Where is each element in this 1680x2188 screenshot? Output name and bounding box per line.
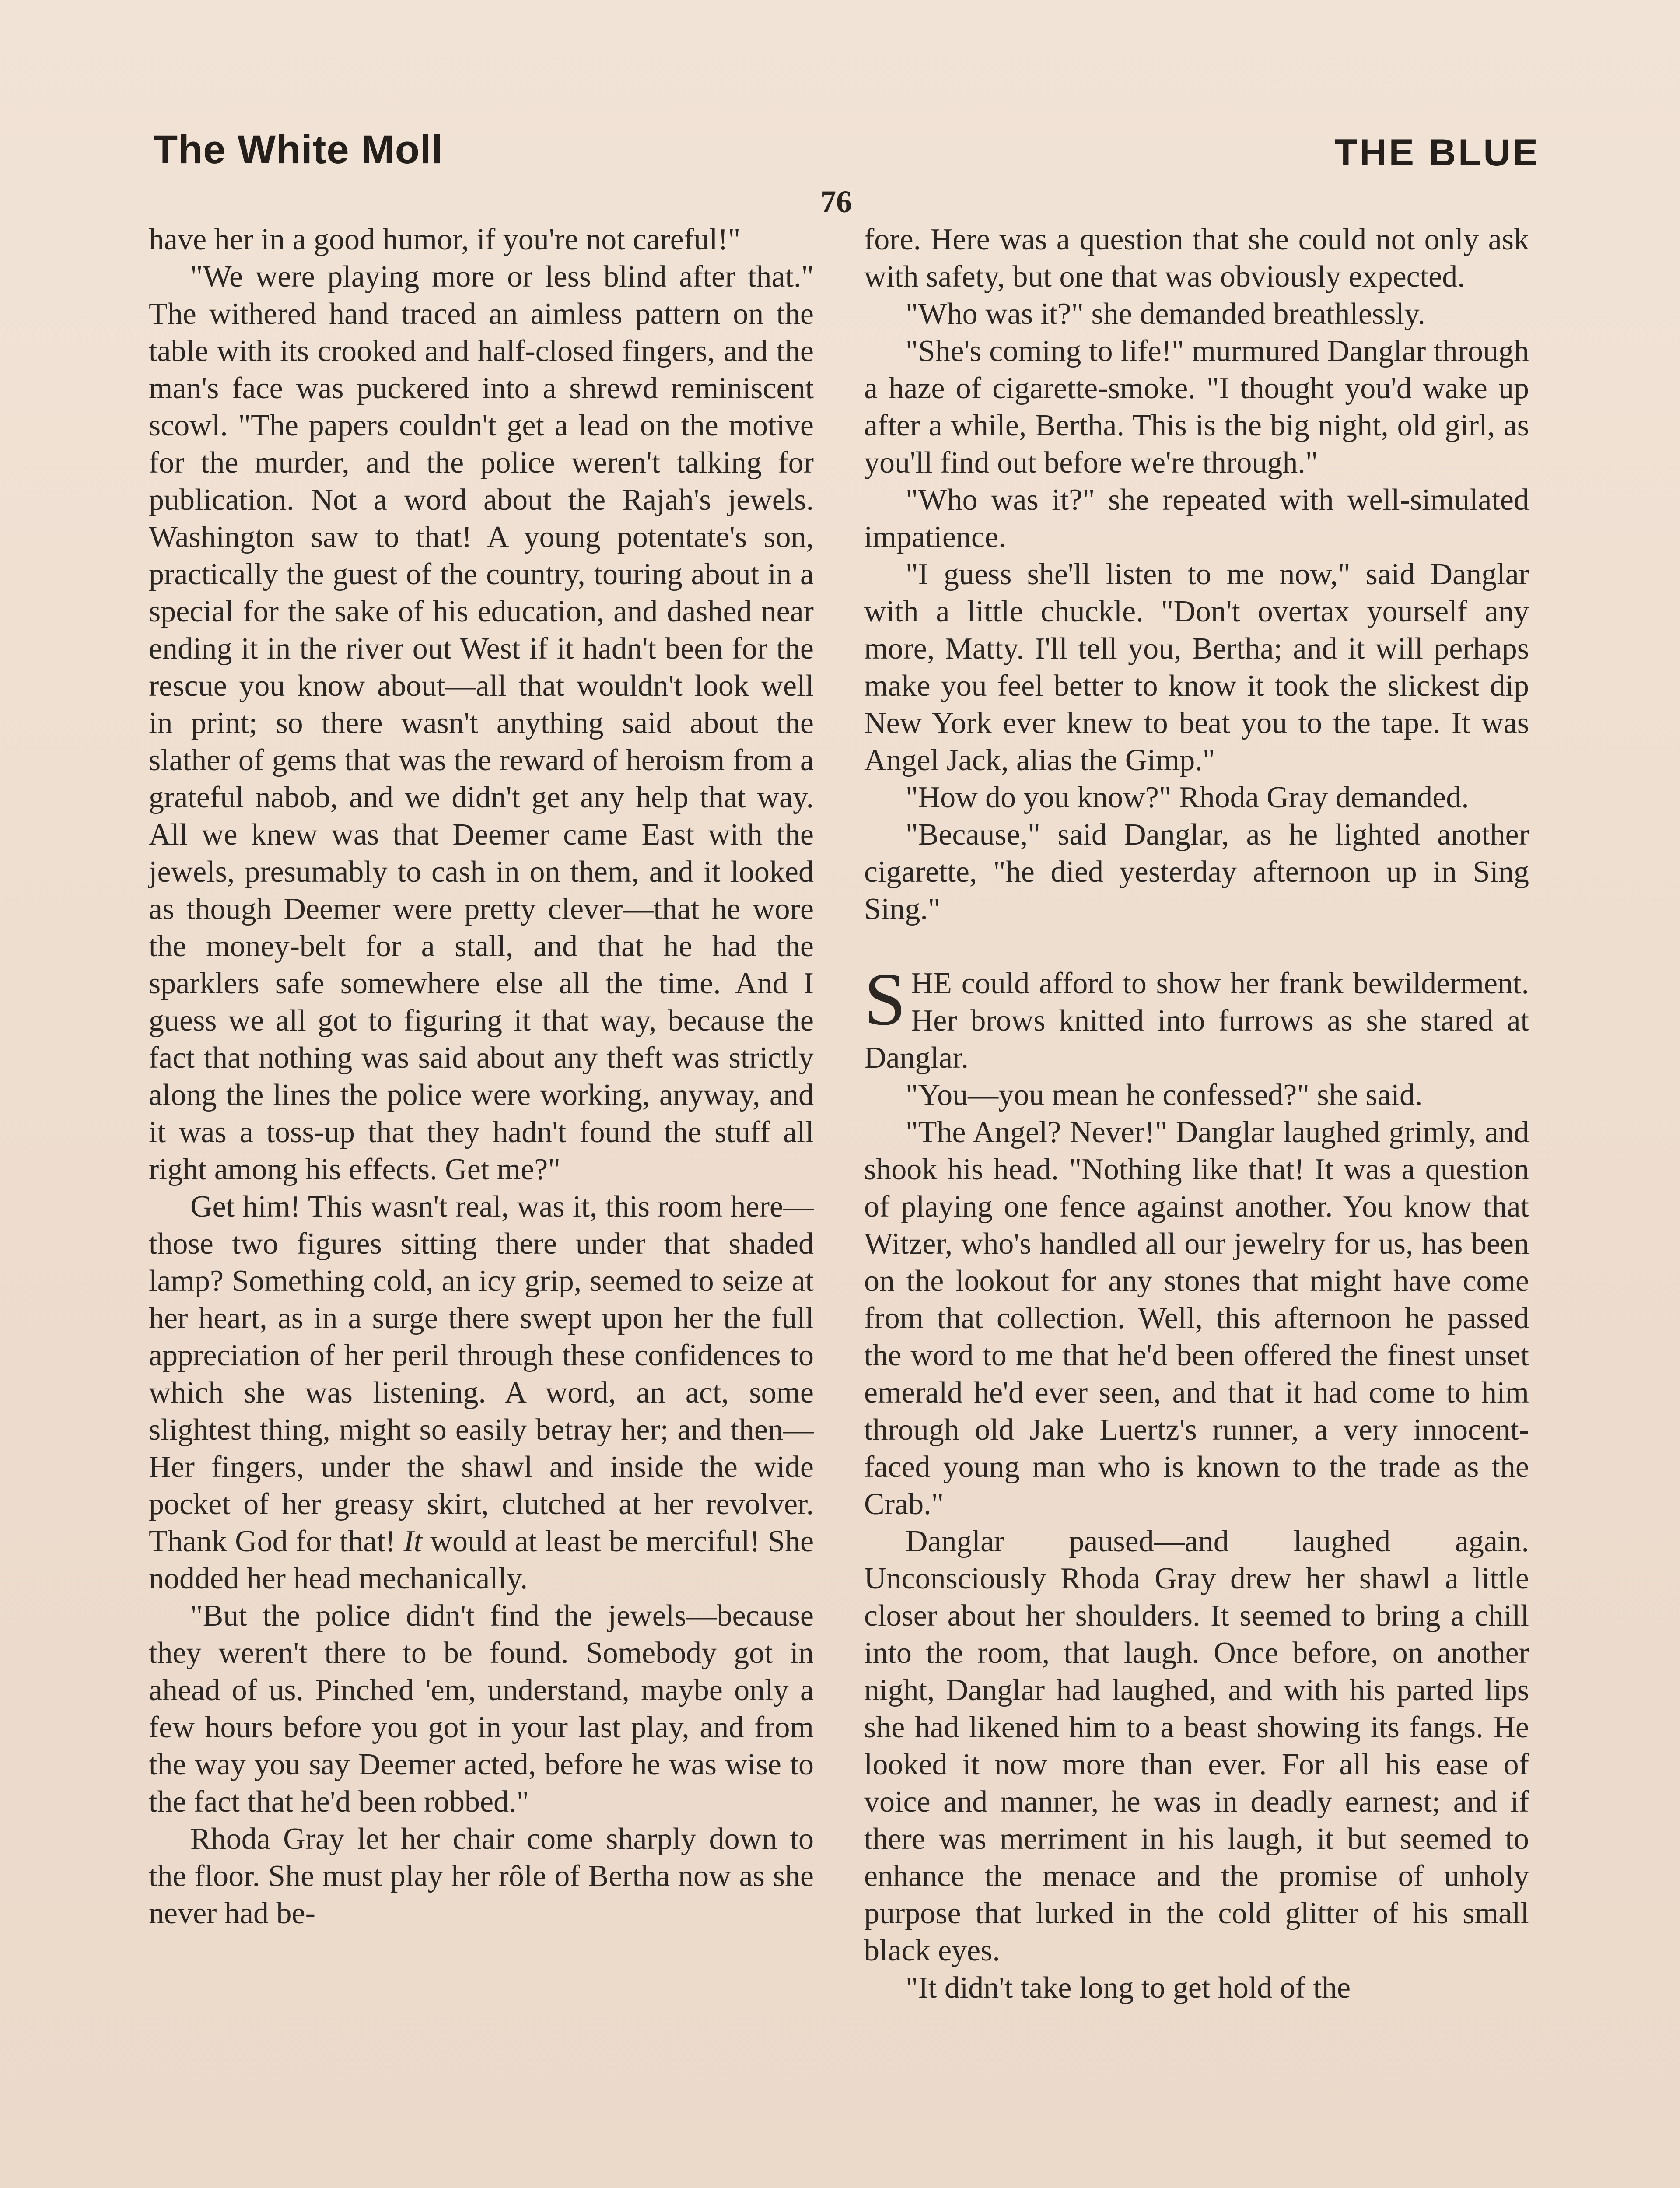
paragraph: "But the police didn't find the jewels—because they weren't there to be found. Somebody got in ahead of us. Pinched 'em, understand, maybe only a few hours before you got in your last play, and from the way you say Deemer acted, before he was wise to the fact that he'd been robbed." <box>149 1599 814 1819</box>
paragraph: Rhoda Gray let her chair come sharply down to the floor. She must play her rôle of Bertha now as she never had be- <box>149 1822 814 1930</box>
paragraph <box>149 1188 814 1597</box>
page-number: 76 <box>820 184 852 219</box>
section-break <box>864 928 1529 965</box>
paragraph: fore. Here was a question that she could not only ask with safety, but one that was obviously expected. <box>864 223 1529 294</box>
paragraph: "We were playing more or less blind after that." The withered hand traced an aimless pattern on the table with its crooked and half-closed fingers, and the man's face was puckered into a shrewd reminiscent scowl. "The papers couldn't get a lead on the motive for the murder, and the police weren't talking for publication. Not a word about the Rajah's jewels. Washington saw to that! A young potentate's son, practically the guest of the country, touring about in a special for the sake of his education, and dashed near ending it in the river out West if it hadn't been for the rescue you know about—all that wouldn't look well in print; so there wasn't anything said about the slather of gems that was the reward of heroism from a grateful nabob, and we didn't get any help that way. All we knew was that Deemer came East with the jewels, presumably to cash in on them, and it looked as though Deemer were pretty clever—that he wore the money-belt for a stall, and that he had the sparklers safe somewhere else all the time. And I guess we all got to figuring it that way, because the fact that nothing was said about any theft was strictly along the lines the police were working, anyway, and it was a toss-up that they hadn't found the stuff all right among his effects. Get me?" <box>149 260 814 1186</box>
paragraph: "She's coming to life!" murmured Danglar through a haze of cigarette-smoke. "I thought you'd wake up after a while, Bertha. This is the big night, old girl, as you'll find out before we're through." <box>864 334 1529 480</box>
left-column <box>149 221 814 1932</box>
paragraph: "Who was it?" she repeated with well-simulated impatience. <box>864 483 1529 554</box>
paragraph: "It didn't take long to get hold of the <box>906 1971 1351 2005</box>
paragraph: "The Angel? Never!" Danglar laughed grimly, and shook his head. "Nothing like that! It was a question of playing one fence against another. You know that Witzer, who's handled all our jewelry for us, has been on the lookout for any stones that might have come from that collection. Well, this afternoon he passed the word to me that he'd been offered the finest unset emerald he'd ever seen, and that it had come to him through old Jake Luertz's runner, a very innocent-faced young man who is known to the trade as the Crab." <box>864 1115 1529 1521</box>
running-title-left: The White Moll <box>153 127 444 172</box>
paragraph: "Because," said Danglar, as he lighted another cigarette, "he died yesterday afternoon up in Sing Sing." <box>864 818 1529 926</box>
running-title-right: THE BLUE <box>1334 132 1540 174</box>
paragraph: "Who was it?" she demanded breathlessly. <box>906 297 1425 331</box>
paragraph: Danglar paused—and laughed again. Unconsciously Rhoda Gray drew her shawl a little closer about her shoulders. It seemed to bring a chill into the room, that laugh. Once before, on another night, Danglar had laughed, and with his parted lips she had likened him to a beast showing its fangs. He looked it now more than ever. For all his ease of voice and manner, he was in deadly earnest; and if there was merriment in his laugh, it but seemed to enhance the menace and the promise of unholy purpose that lurked in the cold glitter of his small black eyes. <box>864 1525 1529 1967</box>
paragraph-text: HE could afford to show her frank bewilderment. Her brows knitted into furrows as she stared at Danglar. <box>864 967 1529 1075</box>
italic-emphasis: It <box>403 1525 423 1558</box>
right-column <box>864 221 1529 2006</box>
paragraph: "How do you know?" Rhoda Gray demanded. <box>906 781 1469 814</box>
paragraph: "I guess she'll listen to me now," said Danglar with a little chuckle. "Don't overtax yourself any more, Matty. I'll tell you, Bertha; and it will perhaps make you feel better to know it took the slickest dip New York ever knew to beat you to the tape. It was Angel Jack, alias the Gimp." <box>864 558 1529 777</box>
paragraph-text: would at least be merciful! She nodded her head mechanically. <box>149 1525 814 1595</box>
paragraph: "You—you mean he confessed?" she said. <box>906 1078 1423 1112</box>
paragraph-text: Get him! This wasn't real, was it, this room here—those two figures sitting there under that shaded lamp? Something cold, an icy grip, seemed to seize at her heart, as in a surge there swept upon her the full appreciation of her peril through these confidences to which she was listening. A word, an act, some slightest thing, might so easily betray her; and then— Her fingers, under the shawl and inside the wide pocket of her greasy skirt, clutched at her revolver. Thank God for that! <box>149 1190 814 1558</box>
paragraph: have her in a good humor, if you're not careful!" <box>149 223 741 256</box>
dropcap-paragraph <box>864 958 1529 1076</box>
drop-cap: S <box>864 958 906 1041</box>
